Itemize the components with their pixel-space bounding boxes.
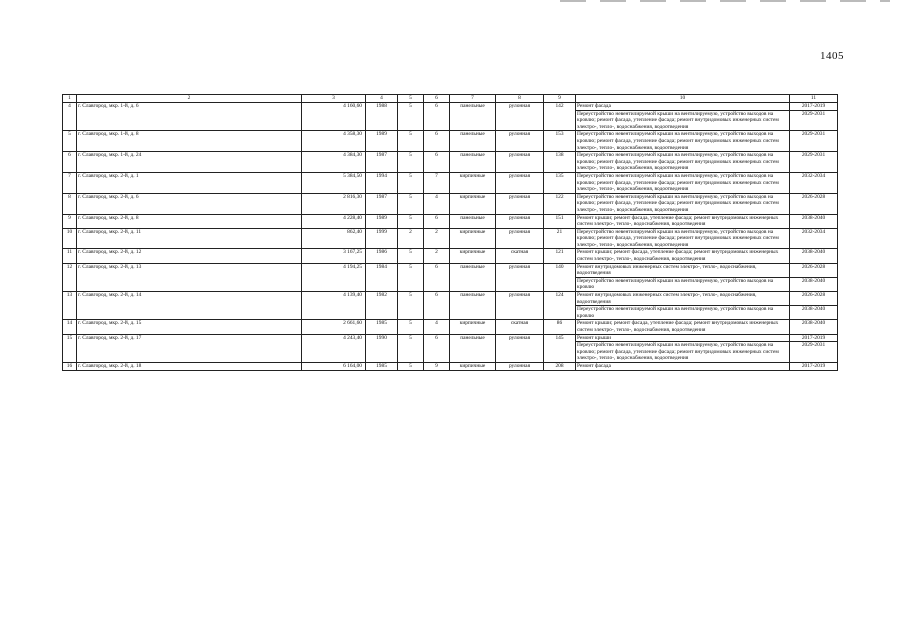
area-cell: 2 816,30 (302, 193, 366, 214)
area-cell: 5 384,50 (302, 172, 366, 193)
work-description-cell: Ремонт внутридомовых инженерных систем электро-, тепло-, водоснабжения, водоотведения (576, 263, 790, 277)
work-description-cell: Ремонт крыши; ремонт фасада, утепление фасада; ремонт внутридомовых инженерных систем электро-, тепло-, водоснабжения, водоотведения (576, 214, 790, 228)
entrances-cell: 6 (424, 103, 450, 131)
row-number: 8 (63, 193, 77, 214)
roof-type-cell: скатная (496, 320, 544, 334)
wall-material-cell: кирпичные (450, 320, 496, 334)
column-header: 1 (63, 95, 77, 103)
table-row (63, 193, 838, 214)
address-cell: г. Славгород, мкр. 2-й, д. 14 (77, 292, 302, 320)
table-row (63, 320, 838, 334)
residents-cell: 140 (544, 263, 576, 291)
work-period-cell: 2017-2019 (790, 362, 838, 370)
residents-cell: 142 (544, 103, 576, 131)
residents-cell: 122 (544, 193, 576, 214)
row-number: 7 (63, 172, 77, 193)
work-period-cell: 2017-2019 (790, 334, 838, 342)
column-header: 7 (450, 95, 496, 103)
residents-cell: 21 (544, 228, 576, 249)
roof-type-cell: рулонная (496, 214, 544, 228)
roof-type-cell: рулонная (496, 228, 544, 249)
work-description-cell: Ремонт крыши; ремонт фасада, утепление фасада; ремонт внутридомовых инженерных систем электро-, тепло-, водоснабжения, водоотведения (576, 320, 790, 334)
work-period-cell: 2038-2040 (790, 320, 838, 334)
area-cell: 3 167,25 (302, 249, 366, 263)
column-header: 10 (576, 95, 790, 103)
column-header: 9 (544, 95, 576, 103)
area-cell: 4 358,30 (302, 131, 366, 152)
row-number: 10 (63, 228, 77, 249)
year-cell: 1994 (366, 172, 398, 193)
work-period-cell: 2032-2034 (790, 228, 838, 249)
work-description-cell: Ремонт внутридомовых инженерных систем электро-, тепло-, водоснабжения, водоотведения (576, 292, 790, 306)
roof-type-cell: рулонная (496, 172, 544, 193)
entrances-cell: 2 (424, 249, 450, 263)
work-period-cell: 2029-2031 (790, 152, 838, 173)
residents-cell: 151 (544, 214, 576, 228)
row-number: 9 (63, 214, 77, 228)
year-cell: 1988 (366, 103, 398, 131)
work-period-cell: 2029-2031 (790, 131, 838, 152)
address-cell: г. Славгород, мкр. 2-й, д. 18 (77, 362, 302, 370)
address-cell: г. Славгород, мкр. 2-й, д. 8 (77, 214, 302, 228)
residents-cell: 208 (544, 362, 576, 370)
housing-repair-table (62, 94, 838, 371)
entrances-cell: 6 (424, 131, 450, 152)
wall-material-cell: панельные (450, 214, 496, 228)
area-cell: 2 661,60 (302, 320, 366, 334)
row-number: 16 (63, 362, 77, 370)
year-cell: 1987 (366, 193, 398, 214)
work-period-cell: 2026-2028 (790, 292, 838, 306)
year-cell: 1985 (366, 362, 398, 370)
area-cell: 4 384,30 (302, 152, 366, 173)
residents-cell: 138 (544, 152, 576, 173)
page-number: 1405 (820, 50, 844, 62)
address-cell: г. Славгород, мкр. 2-й, д. 6 (77, 193, 302, 214)
floors-cell: 5 (398, 292, 424, 320)
work-description-cell: Ремонт крыши (576, 334, 790, 342)
work-description-cell: Переустройство невентилируемой крыши на вентилируемую, устройство выходов на кровлю; ремонт фасада, утепление фасада; ремонт внутридомовых инженерных систем электро-, тепло-, водоснабжения, водоотведения (576, 131, 790, 152)
residents-cell: 121 (544, 249, 576, 263)
row-number: 12 (63, 263, 77, 291)
work-description-cell: Переустройство невентилируемой крыши на вентилируемую, устройство выходов на кровлю (576, 277, 790, 291)
table-row (63, 172, 838, 193)
roof-type-cell: рулонная (496, 193, 544, 214)
wall-material-cell: панельные (450, 152, 496, 173)
work-description-cell: Ремонт фасада (576, 362, 790, 370)
row-number: 11 (63, 249, 77, 263)
floors-cell: 5 (398, 193, 424, 214)
row-number: 14 (63, 320, 77, 334)
residents-cell: 124 (544, 292, 576, 320)
area-cell: 4 243,40 (302, 334, 366, 362)
area-cell: 862,40 (302, 228, 366, 249)
work-description-cell: Переустройство невентилируемой крыши на вентилируемую, устройство выходов на кровлю; ремонт фасада, утепление фасада; ремонт внутридомовых инженерных систем электро-, тепло-, водоснабжения, водоотведения (576, 110, 790, 131)
table-row (63, 334, 838, 342)
column-header: 8 (496, 95, 544, 103)
column-number-row (63, 95, 838, 103)
work-period-cell: 2017-2019 (790, 103, 838, 111)
address-cell: г. Славгород, мкр. 1-й, д. 8 (77, 131, 302, 152)
scan-edge-mark (560, 0, 890, 2)
work-period-cell: 2029-2031 (790, 342, 838, 363)
floors-cell: 5 (398, 362, 424, 370)
work-period-cell: 2038-2040 (790, 214, 838, 228)
wall-material-cell: панельные (450, 292, 496, 320)
work-period-cell: 2038-2040 (790, 249, 838, 263)
residents-cell: 153 (544, 131, 576, 152)
year-cell: 1984 (366, 263, 398, 291)
table-body (63, 103, 838, 371)
work-description-cell: Ремонт фасада (576, 103, 790, 111)
roof-type-cell: рулонная (496, 334, 544, 362)
row-number: 4 (63, 103, 77, 131)
area-cell: 4 194,25 (302, 263, 366, 291)
work-period-cell: 2038-2040 (790, 306, 838, 320)
wall-material-cell: панельные (450, 131, 496, 152)
roof-type-cell: рулонная (496, 131, 544, 152)
year-cell: 1986 (366, 249, 398, 263)
year-cell: 1990 (366, 334, 398, 362)
address-cell: г. Славгород, мкр. 2-й, д. 13 (77, 263, 302, 291)
area-cell: 4 228,40 (302, 214, 366, 228)
year-cell: 1982 (366, 292, 398, 320)
floors-cell: 5 (398, 263, 424, 291)
floors-cell: 5 (398, 131, 424, 152)
work-description-cell: Переустройство невентилируемой крыши на вентилируемую, устройство выходов на кровлю; ремонт фасада, утепление фасада; ремонт внутридомовых инженерных систем электро-, тепло-, водоснабжения, водоотведения (576, 228, 790, 249)
table-row (63, 249, 838, 263)
roof-type-cell: рулонная (496, 263, 544, 291)
roof-type-cell: рулонная (496, 103, 544, 131)
area-cell: 4 160,60 (302, 103, 366, 131)
work-period-cell: 2026-2028 (790, 263, 838, 277)
entrances-cell: 7 (424, 172, 450, 193)
work-period-cell: 2032-2034 (790, 172, 838, 193)
entrances-cell: 4 (424, 193, 450, 214)
work-description-cell: Ремонт крыши; ремонт фасада, утепление фасада; ремонт внутридомовых инженерных систем электро-, тепло-, водоснабжения, водоотведения (576, 249, 790, 263)
table-row (63, 228, 838, 249)
wall-material-cell: кирпичные (450, 362, 496, 370)
year-cell: 1989 (366, 131, 398, 152)
entrances-cell: 9 (424, 362, 450, 370)
column-header: 11 (790, 95, 838, 103)
area-cell: 4 139,40 (302, 292, 366, 320)
entrances-cell: 6 (424, 292, 450, 320)
column-header: 2 (77, 95, 302, 103)
address-cell: г. Славгород, мкр. 1-й, д. 24 (77, 152, 302, 173)
address-cell: г. Славгород, мкр. 2-й, д. 11 (77, 228, 302, 249)
table-row (63, 362, 838, 370)
table-row (63, 103, 838, 111)
entrances-cell: 4 (424, 320, 450, 334)
address-cell: г. Славгород, мкр. 2-й, д. 1 (77, 172, 302, 193)
floors-cell: 5 (398, 172, 424, 193)
column-header: 3 (302, 95, 366, 103)
residents-cell: 86 (544, 320, 576, 334)
floors-cell: 2 (398, 228, 424, 249)
year-cell: 1999 (366, 228, 398, 249)
floors-cell: 5 (398, 334, 424, 362)
table-row (63, 131, 838, 152)
roof-type-cell: скатная (496, 249, 544, 263)
address-cell: г. Славгород, мкр. 2-й, д. 15 (77, 320, 302, 334)
roof-type-cell: рулонная (496, 292, 544, 320)
table-row (63, 263, 838, 277)
column-header: 6 (424, 95, 450, 103)
year-cell: 1989 (366, 214, 398, 228)
wall-material-cell: панельные (450, 334, 496, 362)
work-description-cell: Переустройство невентилируемой крыши на вентилируемую, устройство выходов на кровлю; ремонт фасада, утепление фасада; ремонт внутридомовых инженерных систем электро-, тепло-, водоснабжения, водоотведения (576, 152, 790, 173)
wall-material-cell: панельные (450, 103, 496, 131)
wall-material-cell: кирпичные (450, 172, 496, 193)
floors-cell: 5 (398, 249, 424, 263)
entrances-cell: 6 (424, 334, 450, 362)
wall-material-cell: кирпичные (450, 228, 496, 249)
floors-cell: 5 (398, 320, 424, 334)
roof-type-cell: рулонная (496, 362, 544, 370)
table-row (63, 152, 838, 173)
entrances-cell: 6 (424, 214, 450, 228)
work-description-cell: Переустройство невентилируемой крыши на вентилируемую, устройство выходов на кровлю; ремонт фасада, утепление фасада; ремонт внутридомовых инженерных систем электро-, тепло-, водоснабжения, водоотведения (576, 172, 790, 193)
column-header: 4 (366, 95, 398, 103)
work-description-cell: Переустройство невентилируемой крыши на вентилируемую, устройство выходов на кровлю (576, 306, 790, 320)
year-cell: 1987 (366, 152, 398, 173)
row-number: 13 (63, 292, 77, 320)
address-cell: г. Славгород, мкр. 2-й, д. 17 (77, 334, 302, 362)
residents-cell: 135 (544, 172, 576, 193)
column-header: 5 (398, 95, 424, 103)
wall-material-cell: кирпичные (450, 249, 496, 263)
table-row (63, 214, 838, 228)
residents-cell: 145 (544, 334, 576, 362)
address-cell: г. Славгород, мкр. 1-й, д. 6 (77, 103, 302, 131)
row-number: 15 (63, 334, 77, 362)
wall-material-cell: панельные (450, 263, 496, 291)
address-cell: г. Славгород, мкр. 2-й, д. 12 (77, 249, 302, 263)
work-description-cell: Переустройство невентилируемой крыши на вентилируемую, устройство выходов на кровлю; ремонт фасада, утепление фасада; ремонт внутридомовых инженерных систем электро-, тепло-, водоснабжения, водоотведения (576, 342, 790, 363)
work-description-cell: Переустройство невентилируемой крыши на вентилируемую, устройство выходов на кровлю; ремонт фасада, утепление фасада; ремонт внутридомовых инженерных систем электро-, тепло-, водоснабжения, водоотведения (576, 193, 790, 214)
row-number: 5 (63, 131, 77, 152)
entrances-cell: 6 (424, 152, 450, 173)
work-period-cell: 2029-2031 (790, 110, 838, 131)
floors-cell: 5 (398, 152, 424, 173)
roof-type-cell: рулонная (496, 152, 544, 173)
work-period-cell: 2038-2040 (790, 277, 838, 291)
entrances-cell: 2 (424, 228, 450, 249)
floors-cell: 5 (398, 103, 424, 131)
row-number: 6 (63, 152, 77, 173)
area-cell: 6 164,00 (302, 362, 366, 370)
table-row (63, 292, 838, 306)
wall-material-cell: кирпичные (450, 193, 496, 214)
year-cell: 1985 (366, 320, 398, 334)
entrances-cell: 6 (424, 263, 450, 291)
work-period-cell: 2026-2028 (790, 193, 838, 214)
floors-cell: 5 (398, 214, 424, 228)
